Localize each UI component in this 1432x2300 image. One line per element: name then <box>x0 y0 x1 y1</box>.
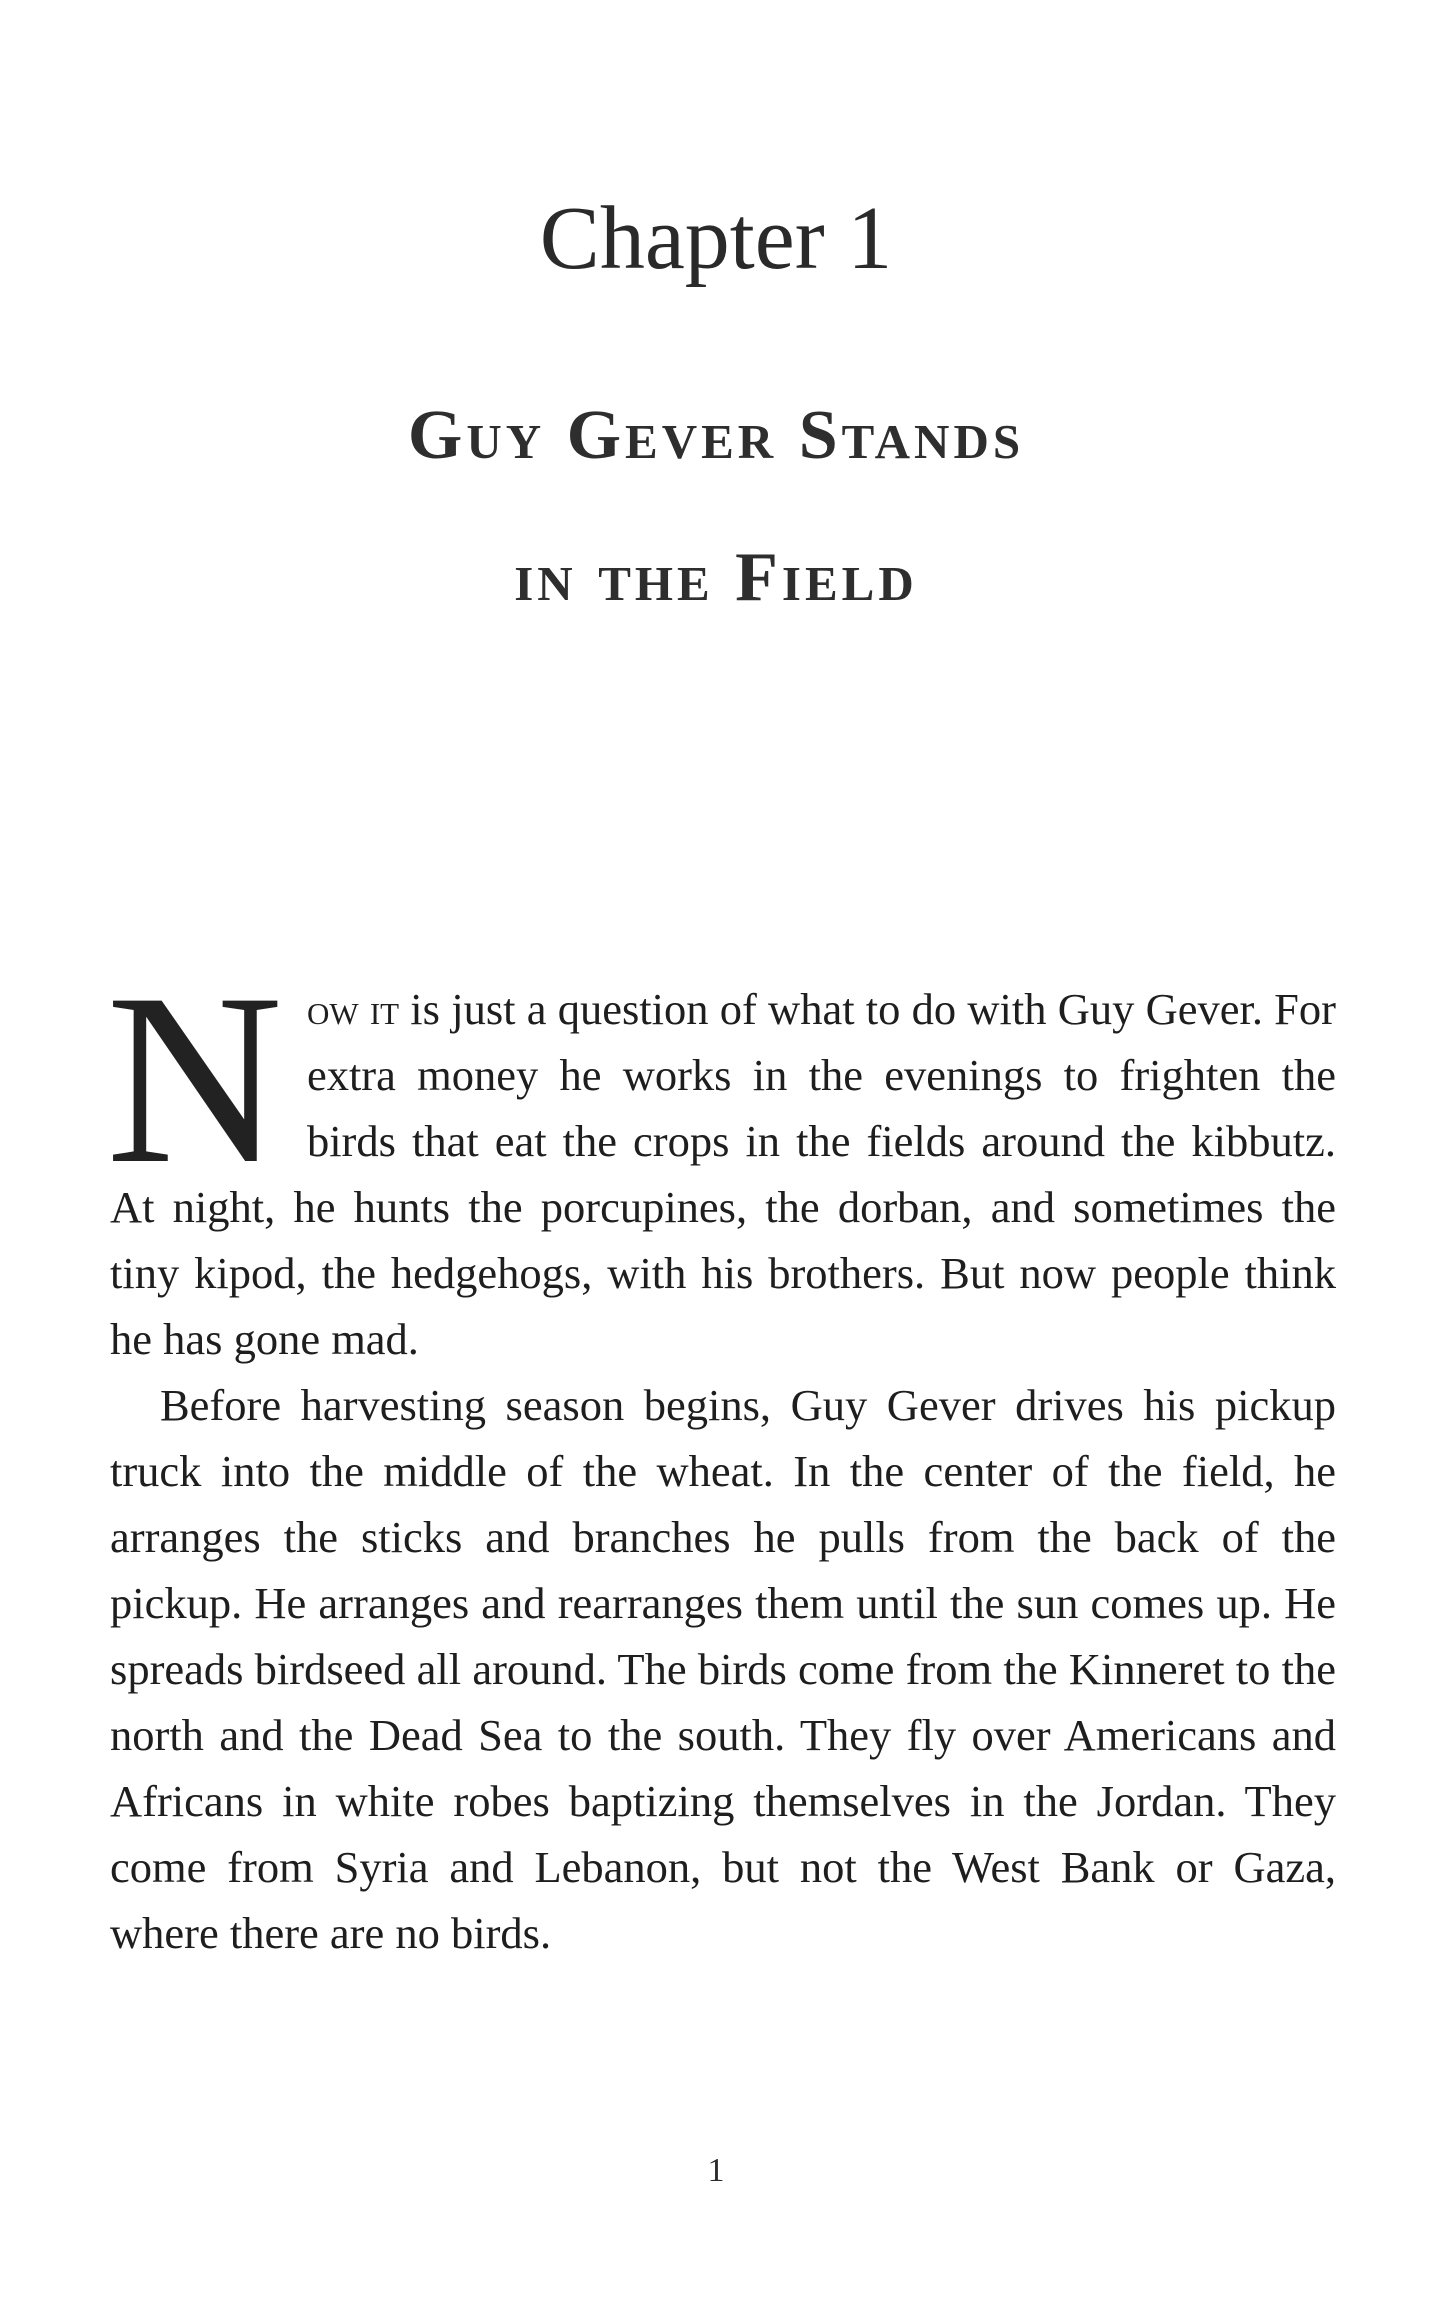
chapter-title-line-2: in the Field <box>514 539 918 616</box>
paragraph-2: Before harvesting season begins, Guy Gever drives his pickup truck into the middle of the wheat. In the center of the field, he arranges the sticks and branches he pulls from the back of the pickup. He arranges and rearranges them until the sun comes up. He spreads birdseed all around. The birds come from the Kinneret to the north and the Dead Sea to the south. They fly over Americans and Africans in white robes baptizing themselves in the Jordan. They come from Syria and Lebanon, but not the West Bank or Gaza, where there are no birds. <box>110 1380 1336 1958</box>
lead-in-small-caps: ow it <box>306 984 400 1034</box>
drop-cap: N <box>106 943 283 1214</box>
chapter-body <box>106 943 1336 1966</box>
page-number: 1 <box>707 2152 725 2189</box>
chapter-number: Chapter 1 <box>539 189 893 288</box>
chapter-title-line-1: Guy Gever Stands <box>407 397 1025 474</box>
paragraph-1 <box>106 943 1336 1372</box>
paragraph-1-text: is just a question of what to do with Guy Gever. For extra money he works in the evenings to frighten the birds that eat the crops in the fields around the kibbutz. At night, he hunts the porcupines, the dorban, and sometimes the tiny kipod, the hedgehogs, with his brothers. But now people think he has gone mad. <box>110 984 1336 1364</box>
